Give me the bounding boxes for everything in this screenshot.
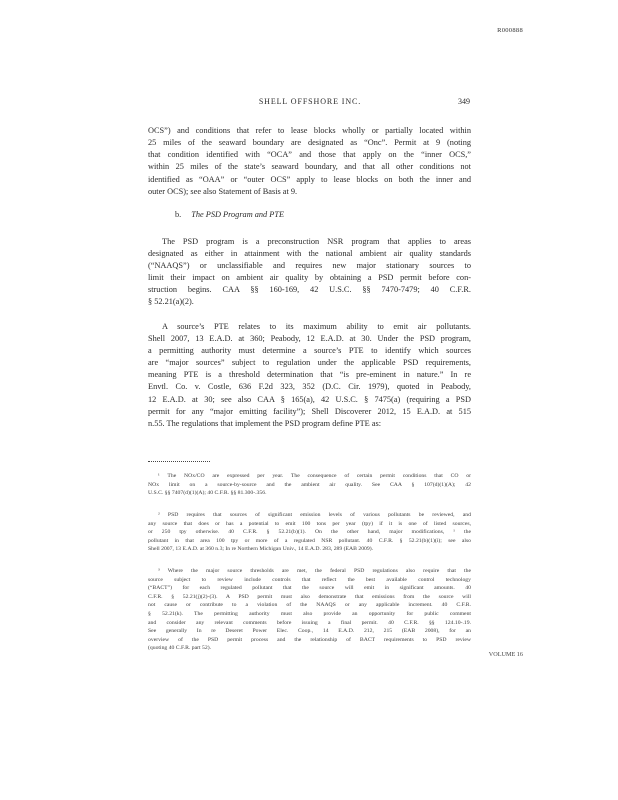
footnote-line: not cause or contribute to a violation of the NAAQS or any applicable increment. 40 C.F.R. <box>148 602 471 609</box>
text-line: (“NAAQS”) or unclassifiable and requires new major stationary sources to <box>148 261 471 271</box>
footnote-divider <box>148 461 210 462</box>
text-line: meaning PTE is a threshold determination that “is pre-eminent in nature.” In re <box>148 370 471 380</box>
text-line: 12 E.A.D. at 30; see also CAA § 165(a), 42 U.S.C. § 7475(a) (requiring a PSD <box>148 394 471 404</box>
footnote-line: ³ Where the major source thresholds are met, the federal PSD regulations also require that the <box>158 568 471 574</box>
footnote-line: and consider any relevant comments before issuing a final permit. 40 C.F.R. §§ 124.10-.19. <box>148 619 471 626</box>
footnote-2 <box>148 511 471 554</box>
footnote-line: (“BACT”) for each regulated pollutant that the source will emit in significant amounts. 40 <box>148 585 471 592</box>
footnote-line: NOx limit on a source-by-source and the ambient air quality. See CAA § 107(d)(1)(A); 42 <box>148 481 471 488</box>
text-line: 25 miles of the seaward boundary are designated as “Onc”. Permit at 9 (noting <box>148 138 471 148</box>
paragraph-1 <box>148 125 471 198</box>
footnote-line: pollutant in that area 100 tpy or more of a regulated NSR pollutant. 40 C.F.R. § 52.21(b)(1)(i); see also <box>148 537 471 544</box>
footnote-line: or 250 tpy otherwise. 40 C.F.R. § 52.21(b)(1). On the other hand, major modifications, ¹ the <box>148 529 471 536</box>
text-line: Shell 2007, 13 E.A.D. at 360; Peabody, 12 E.A.D. at 30. Under the PSD program, <box>148 334 471 344</box>
footnote-1 <box>148 472 471 498</box>
text-line: within 25 miles of the state’s seaward boundary, and that all other conditions not <box>148 162 471 172</box>
running-head-title: SHELL OFFSHORE INC. <box>258 97 362 106</box>
bates-number: R000888 <box>497 27 523 34</box>
text-line: n.55. The regulations that implement the PSD program define PTE as: <box>148 418 382 428</box>
page-number: 349 <box>458 97 470 106</box>
footnote-line: (quoting 40 C.F.R. part 52). <box>148 645 212 652</box>
text-line: are “major sources” subject to regulation under the applicable PSD requirements, <box>148 358 471 368</box>
footnote-line: U.S.C. §§ 7407(d)(1)(A); 40 C.F.R. §§ 81.300-.356. <box>148 490 267 497</box>
text-line: a permitting authority must determine a source’s PTE to identify which sources <box>148 346 471 356</box>
footnote-line: ² PSD requires that sources of significant emission levels of various pollutants be reviewed, and <box>158 512 471 518</box>
text-line: limit their impact on ambient air quality by obtaining a PSD permit before con- <box>148 273 471 283</box>
paragraph-2 <box>148 236 471 309</box>
text-line: A source’s PTE relates to its maximum ability to emit air pollutants. <box>162 322 471 331</box>
text-line: Envtl. Co. v. Costle, 636 F.2d 323, 352 (D.C. Cir. 1979), quoted in Peabody, <box>148 382 471 392</box>
text-line: identified as “OAA” or “outer OCS” apply to lease blocks on both the inner and <box>148 174 471 184</box>
volume-footer: VOLUME 16 <box>488 651 523 658</box>
footnote-line: See generally In re Deseret Power Elec. Coop., 14 E.A.D. 212, 215 (EAB 2008), for an <box>148 628 471 635</box>
text-line: The PSD program is a preconstruction NSR program that applies to areas <box>162 237 471 246</box>
footnote-line: Shell 2007, 13 E.A.D. at 360 n.3; In re Northern Michigan Univ., 14 E.A.D. 283, 289 (EAB 2009). <box>148 546 374 553</box>
footnote-line: source subject to review include controls that reflect the best available control technology <box>148 576 471 583</box>
text-line: designated as either in attainment with the national ambient air quality standards <box>148 249 471 259</box>
footnote-line: overview of the PSD permit process and the relationship of BACT requirements to PSD review <box>148 636 471 643</box>
footnote-line: C.F.R. § 52.21(j)(2)-(3). A PSD permit must also demonstrate that emissions from the source will <box>148 593 471 600</box>
text-line: OCS”) and conditions that refer to lease blocks wholly or partially located within <box>148 126 471 135</box>
section-heading-title: The PSD Program and PTE <box>191 210 285 219</box>
footnote-line: § 52.21(k). The permitting authority must also provide an opportunity for public comment <box>148 610 471 617</box>
section-heading-number: b. <box>175 210 182 219</box>
paragraph-3 <box>148 321 471 430</box>
running-head <box>150 97 470 107</box>
text-line: outer OCS); see also Statement of Basis at 9. <box>148 186 298 196</box>
text-line: permit for any “major emitting facility”); Shell Discoverer 2012, 15 E.A.D. at 515 <box>148 406 471 416</box>
footnote-3 <box>148 567 471 653</box>
footnote-line: any source that does or has a potential to emit 100 tons per year (tpy) if it is one of listed sources, <box>148 520 471 527</box>
text-line: § 52.21(a)(2). <box>148 297 194 307</box>
text-line: struction begins. CAA §§ 160-169, 42 U.S.C. §§ 7470-7479; 40 C.F.R. <box>148 285 471 295</box>
section-heading <box>175 210 284 219</box>
footnote-line: ¹ The NOx/CO are expressed per year. The consequence of certain permit conditions that CO or <box>158 473 471 479</box>
text-line: that condition identified with “OCA” and those that apply on the “inner OCS,” <box>148 150 471 160</box>
